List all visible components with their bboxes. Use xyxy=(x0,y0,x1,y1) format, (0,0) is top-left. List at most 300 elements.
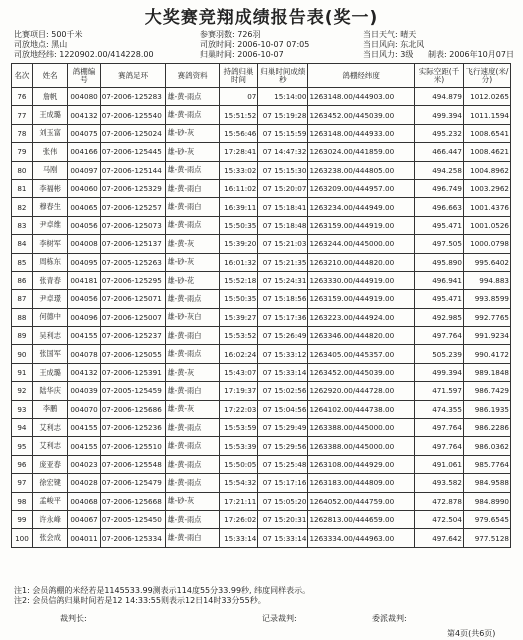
cell-loft-coords: 1263210.00/444820.00 xyxy=(308,253,414,271)
table-row xyxy=(12,216,511,234)
cell-loft-id: 004155 xyxy=(68,327,100,345)
cell-arrival-time: 07 15:20:07 xyxy=(258,179,308,197)
cell-bird-info: 雄-黄-灰 xyxy=(166,363,219,381)
cell-loft-coords: 1263159.00/444919.00 xyxy=(308,216,414,234)
cell-distance: 497.505 xyxy=(414,235,463,253)
cell-distance: 494.879 xyxy=(414,88,463,106)
cell-name: 艾利志 xyxy=(32,419,67,437)
cell-rank: 90 xyxy=(12,345,33,363)
cell-bird-info: 雄-黄-雨白 xyxy=(166,327,219,345)
cell-arrival-time: 07 15:17:16 xyxy=(258,474,308,492)
cell-bird-info: 雄-黄-雨点 xyxy=(166,419,219,437)
cell-clock-time: 16:11:02 xyxy=(219,179,258,197)
info-race-item: 比赛项目: 500千米 xyxy=(14,30,83,39)
cell-loft-id: 004008 xyxy=(68,235,100,253)
cell-ring: 07-2006-125329 xyxy=(100,179,166,197)
cell-loft-id: 004065 xyxy=(68,198,100,216)
cell-name: 周栋东 xyxy=(32,253,67,271)
cell-bird-info: 雄-黄-雨点 xyxy=(166,345,219,363)
cell-loft-id: 004080 xyxy=(68,88,100,106)
cell-rank: 81 xyxy=(12,179,33,197)
cell-rank: 100 xyxy=(12,529,33,547)
cell-ring: 07-2006-125334 xyxy=(100,529,166,547)
page-number: 第4页(共6页) xyxy=(447,629,496,638)
cell-distance: 491.061 xyxy=(414,455,463,473)
cell-distance: 466.447 xyxy=(414,143,463,161)
table-row xyxy=(12,474,511,492)
cell-distance: 497.642 xyxy=(414,529,463,547)
cell-rank: 80 xyxy=(12,161,33,179)
cell-loft-coords: 1263452.00/445039.00 xyxy=(308,363,414,381)
cell-loft-id: 004011 xyxy=(68,529,100,547)
cell-speed: 1001.4376 xyxy=(463,198,510,216)
cell-loft-id: 004070 xyxy=(68,400,100,418)
cell-loft-coords: 1263334.00/444963.00 xyxy=(308,529,414,547)
cell-name: 庞亚春 xyxy=(32,455,67,473)
cell-distance: 494.258 xyxy=(414,161,463,179)
table-row xyxy=(12,529,511,547)
cell-bird-info: 雄-砂-花 xyxy=(166,271,219,289)
cell-bird-info: 雄-黄-灰 xyxy=(166,400,219,418)
cell-distance: 495.890 xyxy=(414,253,463,271)
cell-distance: 496.749 xyxy=(414,179,463,197)
table-row xyxy=(12,179,511,197)
cell-arrival-time: 07 15:18:56 xyxy=(258,290,308,308)
cell-name: 尹卓维 xyxy=(32,216,67,234)
cell-speed: 1001.0526 xyxy=(463,216,510,234)
cell-loft-id: 004075 xyxy=(68,124,100,142)
header-rank: 名次 xyxy=(12,64,33,88)
cell-rank: 78 xyxy=(12,124,33,142)
cell-ring: 07-2006-125144 xyxy=(100,161,166,179)
cell-ring: 07-2006-125479 xyxy=(100,474,166,492)
cell-arrival-time: 07 15:29:49 xyxy=(258,419,308,437)
header-loft-coords: 鸽棚经纬度 xyxy=(308,64,414,88)
cell-name: 何德中 xyxy=(32,308,67,326)
cell-loft-coords: 1263244.00/445000.00 xyxy=(308,235,414,253)
cell-loft-coords: 1263388.00/445000.00 xyxy=(308,419,414,437)
info-col-3 xyxy=(363,30,424,60)
cell-bird-info: 雄-黄-雨点 xyxy=(166,290,219,308)
cell-speed: 986.2286 xyxy=(463,419,510,437)
table-row xyxy=(12,492,511,510)
cell-speed: 1003.2962 xyxy=(463,179,510,197)
cell-name: 徐宏键 xyxy=(32,474,67,492)
cell-arrival-time: 07 15:24:31 xyxy=(258,271,308,289)
cell-clock-time: 07 xyxy=(219,88,258,106)
cell-loft-coords: 1264052.00/444759.00 xyxy=(308,492,414,510)
referee-label: 裁判长: xyxy=(60,614,87,623)
cell-clock-time: 15:53:59 xyxy=(219,419,258,437)
cell-name: 孟峻平 xyxy=(32,492,67,510)
cell-loft-coords: 1263452.00/445039.00 xyxy=(308,106,414,124)
cell-clock-time: 15:50:05 xyxy=(219,455,258,473)
cell-bird-info: 雄-砂-灰 xyxy=(166,124,219,142)
cell-loft-id: 004095 xyxy=(68,253,100,271)
cell-bird-info: 雄-黄-雨点 xyxy=(166,437,219,455)
cell-speed: 1008.4621 xyxy=(463,143,510,161)
results-table xyxy=(11,63,511,548)
header-loft-id: 鸽棚编号 xyxy=(68,64,100,88)
cell-loft-coords: 1263346.00/444820.00 xyxy=(308,327,414,345)
cell-bird-info: 雄-黄-雨白 xyxy=(166,529,219,547)
cell-speed: 986.1935 xyxy=(463,400,510,418)
cell-distance: 497.764 xyxy=(414,437,463,455)
cell-speed: 979.6545 xyxy=(463,510,510,528)
cell-clock-time: 15:56:46 xyxy=(219,124,258,142)
cell-name: 王成璐 xyxy=(32,363,67,381)
info-wind-direction: 当日风向: 东北风 xyxy=(363,40,425,49)
cell-name: 张伟 xyxy=(32,143,67,161)
cell-bird-info: 雄-砂-灰 xyxy=(166,143,219,161)
cell-clock-time: 17:28:41 xyxy=(219,143,258,161)
cell-bird-info: 雄-砂-灰白 xyxy=(166,308,219,326)
cell-loft-coords: 1263238.00/444805.00 xyxy=(308,161,414,179)
info-return-time: 归巢时间: 2006-10-07 xyxy=(200,50,284,59)
cell-arrival-time: 07 15:17:36 xyxy=(258,308,308,326)
table-row xyxy=(12,455,511,473)
cell-arrival-time: 15:14:00 xyxy=(258,88,308,106)
cell-arrival-time: 07 15:33:14 xyxy=(258,529,308,547)
table-row xyxy=(12,235,511,253)
table-row xyxy=(12,88,511,106)
cell-speed: 989.1848 xyxy=(463,363,510,381)
cell-loft-id: 004078 xyxy=(68,345,100,363)
cell-distance: 497.764 xyxy=(414,419,463,437)
cell-bird-info: 雄-黄-雨白 xyxy=(166,198,219,216)
cell-bird-info: 雄-黄-雨点 xyxy=(166,106,219,124)
cell-distance: 496.941 xyxy=(414,271,463,289)
table-row xyxy=(12,161,511,179)
info-col-1 xyxy=(14,30,154,60)
cell-loft-id: 004060 xyxy=(68,179,100,197)
cell-arrival-time: 07 15:19:28 xyxy=(258,106,308,124)
cell-loft-coords: 1264102.00/444738.00 xyxy=(308,400,414,418)
cell-loft-id: 004068 xyxy=(68,492,100,510)
cell-name: 陆华庆 xyxy=(32,382,67,400)
cell-arrival-time: 07 15:21:35 xyxy=(258,253,308,271)
cell-bird-info: 雄-黄-灰 xyxy=(166,235,219,253)
cell-arrival-time: 07 15:05:20 xyxy=(258,492,308,510)
info-weather: 当日天气: 晴天 xyxy=(363,30,417,39)
cell-speed: 977.5128 xyxy=(463,529,510,547)
cell-ring: 07-2006-125391 xyxy=(100,363,166,381)
cell-name: 李鹏 xyxy=(32,400,67,418)
cell-name: 吴利志 xyxy=(32,327,67,345)
cell-bird-info: 雄-黄-雨点 xyxy=(166,474,219,492)
info-release-coords: 司放地经纬: 1220902.00/414228.00 xyxy=(14,50,154,59)
cell-bird-info: 雄-砂-灰 xyxy=(166,253,219,271)
cell-clock-time: 16:39:11 xyxy=(219,198,258,216)
cell-rank: 84 xyxy=(12,235,33,253)
cell-loft-id: 004155 xyxy=(68,437,100,455)
cell-clock-time: 15:53:52 xyxy=(219,327,258,345)
cell-clock-time: 17:22:03 xyxy=(219,400,258,418)
cell-arrival-time: 07 15:33:14 xyxy=(258,363,308,381)
table-row xyxy=(12,327,511,345)
cell-bird-info: 雄-黄-雨白 xyxy=(166,382,219,400)
cell-loft-coords: 1263024.00/441859.00 xyxy=(308,143,414,161)
cell-name: 李树军 xyxy=(32,235,67,253)
cell-loft-coords: 1263209.00/444957.00 xyxy=(308,179,414,197)
cell-clock-time: 15:50:35 xyxy=(219,290,258,308)
cell-loft-coords: 1263148.00/444933.00 xyxy=(308,124,414,142)
cell-arrival-time: 07 15:15:30 xyxy=(258,161,308,179)
cell-name: 马刚 xyxy=(32,161,67,179)
cell-arrival-time: 07 15:02:56 xyxy=(258,382,308,400)
cell-arrival-time: 07 15:15:59 xyxy=(258,124,308,142)
header-clock-time: 持鸽归巢时间 xyxy=(219,64,258,88)
info-release-location: 司放地点: 黑山 xyxy=(14,40,68,49)
cell-speed: 986.0362 xyxy=(463,437,510,455)
cell-distance: 499.394 xyxy=(414,363,463,381)
cell-clock-time: 15:52:18 xyxy=(219,271,258,289)
cell-distance: 472.504 xyxy=(414,510,463,528)
note-2: 注2: 会员信鸽归巢时间若是12 14:33:55则表示12日14时33分55秒。 xyxy=(14,596,266,605)
cell-rank: 79 xyxy=(12,143,33,161)
cell-arrival-time: 07 15:33:12 xyxy=(258,345,308,363)
cell-ring: 07-2006-125295 xyxy=(100,271,166,289)
cell-distance: 496.663 xyxy=(414,198,463,216)
header-name: 姓名 xyxy=(32,64,67,88)
table-row xyxy=(12,419,511,437)
cell-rank: 97 xyxy=(12,474,33,492)
cell-loft-id: 004155 xyxy=(68,419,100,437)
cell-arrival-time: 07 15:21:03 xyxy=(258,235,308,253)
cell-loft-id: 004023 xyxy=(68,455,100,473)
cell-bird-info: 雄-黄-雨点 xyxy=(166,510,219,528)
cell-rank: 88 xyxy=(12,308,33,326)
table-row xyxy=(12,437,511,455)
cell-loft-id: 004028 xyxy=(68,474,100,492)
cell-speed: 984.8990 xyxy=(463,492,510,510)
cell-name: 艾利志 xyxy=(32,437,67,455)
cell-clock-time: 15:50:35 xyxy=(219,216,258,234)
cell-bird-info: 雄-砂-灰 xyxy=(166,492,219,510)
cell-ring: 07-2006-125137 xyxy=(100,235,166,253)
cell-rank: 96 xyxy=(12,455,33,473)
cell-loft-coords: 1263223.00/444924.00 xyxy=(308,308,414,326)
cell-ring: 07-2006-125548 xyxy=(100,455,166,473)
cell-name: 张国军 xyxy=(32,345,67,363)
table-row xyxy=(12,382,511,400)
cell-arrival-time: 07 15:25:48 xyxy=(258,455,308,473)
cell-rank: 94 xyxy=(12,419,33,437)
cell-clock-time: 15:53:39 xyxy=(219,437,258,455)
cell-ring: 07-2006-125686 xyxy=(100,400,166,418)
cell-speed: 1000.0798 xyxy=(463,235,510,253)
cell-arrival-time: 07 15:18:41 xyxy=(258,198,308,216)
header-speed: 飞行速度(米/分) xyxy=(463,64,510,88)
cell-speed: 1004.8962 xyxy=(463,161,510,179)
cell-ring: 07-2006-125540 xyxy=(100,106,166,124)
cell-rank: 77 xyxy=(12,106,33,124)
cell-ring: 07-2006-125071 xyxy=(100,290,166,308)
header-ring: 赛鸽足环 xyxy=(100,64,166,88)
cell-clock-time: 15:39:20 xyxy=(219,235,258,253)
cell-arrival-time: 07 15:04:56 xyxy=(258,400,308,418)
cell-loft-id: 004166 xyxy=(68,143,100,161)
table-row xyxy=(12,290,511,308)
cell-speed: 993.8599 xyxy=(463,290,510,308)
cell-name: 尹卓璟 xyxy=(32,290,67,308)
cell-distance: 495.471 xyxy=(414,216,463,234)
cell-clock-time: 15:51:52 xyxy=(219,106,258,124)
cell-name: 王成璐 xyxy=(32,106,67,124)
cell-loft-id: 004097 xyxy=(68,161,100,179)
table-row xyxy=(12,143,511,161)
recorder-label: 记录裁判: xyxy=(262,614,297,623)
cell-ring: 07-2005-125459 xyxy=(100,382,166,400)
cell-arrival-time: 07 15:20:31 xyxy=(258,510,308,528)
cell-speed: 992.7765 xyxy=(463,308,510,326)
cell-rank: 83 xyxy=(12,216,33,234)
cell-name: 穆春生 xyxy=(32,198,67,216)
cell-distance: 492.985 xyxy=(414,308,463,326)
cell-clock-time: 15:54:32 xyxy=(219,474,258,492)
cell-clock-time: 17:21:11 xyxy=(219,492,258,510)
table-row xyxy=(12,400,511,418)
cell-bird-info: 雄-黄-雨白 xyxy=(166,179,219,197)
cell-ring: 07-2006-125510 xyxy=(100,437,166,455)
cell-rank: 99 xyxy=(12,510,33,528)
cell-speed: 1012.0265 xyxy=(463,88,510,106)
cell-speed: 994.883 xyxy=(463,271,510,289)
cell-clock-time: 15:33:14 xyxy=(219,529,258,547)
cell-clock-time: 17:26:02 xyxy=(219,510,258,528)
cell-ring: 07-2006-125024 xyxy=(100,124,166,142)
table-row xyxy=(12,363,511,381)
cell-distance: 471.597 xyxy=(414,382,463,400)
cell-ring: 07-2006-125257 xyxy=(100,198,166,216)
table-row xyxy=(12,271,511,289)
cell-clock-time: 16:01:32 xyxy=(219,253,258,271)
cell-loft-coords: 1263405.00/445357.00 xyxy=(308,345,414,363)
cell-rank: 86 xyxy=(12,271,33,289)
table-row xyxy=(12,345,511,363)
report-title: 大奖赛竞翔成绩报告表(奖一) xyxy=(144,8,379,28)
cell-ring: 07-2006-125668 xyxy=(100,492,166,510)
info-entries: 参赛羽数: 726羽 xyxy=(200,30,261,39)
cell-distance: 497.764 xyxy=(414,327,463,345)
cell-speed: 985.7764 xyxy=(463,455,510,473)
cell-loft-id: 004132 xyxy=(68,106,100,124)
cell-ring: 07-2005-125263 xyxy=(100,253,166,271)
table-row xyxy=(12,308,511,326)
cell-distance: 495.471 xyxy=(414,290,463,308)
cell-speed: 1011.1594 xyxy=(463,106,510,124)
cell-rank: 82 xyxy=(12,198,33,216)
cell-rank: 89 xyxy=(12,327,33,345)
cell-loft-coords: 1263108.00/444929.00 xyxy=(308,455,414,473)
table-header-row xyxy=(12,64,511,88)
cell-ring: 07-2006-125055 xyxy=(100,345,166,363)
cell-distance: 493.582 xyxy=(414,474,463,492)
header-distance: 实际空距(千米) xyxy=(414,64,463,88)
cell-ring: 07-2006-125236 xyxy=(100,419,166,437)
cell-speed: 995.6402 xyxy=(463,253,510,271)
cell-distance: 505.239 xyxy=(414,345,463,363)
cell-loft-id: 004067 xyxy=(68,510,100,528)
cell-ring: 07-2006-125007 xyxy=(100,308,166,326)
cell-loft-coords: 1262920.00/444728.00 xyxy=(308,382,414,400)
cell-distance: 495.232 xyxy=(414,124,463,142)
cell-ring: 07-2006-125445 xyxy=(100,143,166,161)
cell-loft-id: 004132 xyxy=(68,363,100,381)
cell-rank: 98 xyxy=(12,492,33,510)
cell-ring: 07-2005-125450 xyxy=(100,510,166,528)
cell-clock-time: 15:33:02 xyxy=(219,161,258,179)
header-arrival-time: 归巢时间成绩秒 xyxy=(258,64,308,88)
table-row xyxy=(12,106,511,124)
info-date: 制表: 2006年10月07日 xyxy=(428,50,514,59)
cell-loft-id: 004056 xyxy=(68,216,100,234)
cell-name: 李福彬 xyxy=(32,179,67,197)
cell-speed: 1008.6541 xyxy=(463,124,510,142)
cell-rank: 95 xyxy=(12,437,33,455)
cell-loft-coords: 1263159.00/444919.00 xyxy=(308,290,414,308)
note-1: 注1: 会员鸽棚的米经若是1145533.99测表示114度55分33.99秒, 纬度同样表示。 xyxy=(14,586,311,595)
cell-loft-coords: 1262813.00/444659.00 xyxy=(308,510,414,528)
cell-speed: 984.9588 xyxy=(463,474,510,492)
cell-loft-id: 004039 xyxy=(68,382,100,400)
supervisor-label: 委派裁判: xyxy=(372,614,407,623)
cell-bird-info: 雄-黄-雨点 xyxy=(166,216,219,234)
cell-ring: 07-2006-125283 xyxy=(100,88,166,106)
cell-loft-coords: 1263388.00/445000.00 xyxy=(308,437,414,455)
info-wind-force: 当日风力: 3级 xyxy=(363,50,414,59)
table-row xyxy=(12,510,511,528)
cell-loft-coords: 1263183.00/444809.00 xyxy=(308,474,414,492)
cell-speed: 990.4172 xyxy=(463,345,510,363)
cell-loft-coords: 1263234.00/444949.00 xyxy=(308,198,414,216)
cell-clock-time: 15:43:07 xyxy=(219,363,258,381)
cell-speed: 991.9234 xyxy=(463,327,510,345)
cell-name: 詹帆 xyxy=(32,88,67,106)
cell-loft-id: 004096 xyxy=(68,308,100,326)
table-row xyxy=(12,124,511,142)
cell-name: 张会成 xyxy=(32,529,67,547)
cell-loft-id: 004056 xyxy=(68,290,100,308)
cell-rank: 87 xyxy=(12,290,33,308)
cell-clock-time: 17:19:37 xyxy=(219,382,258,400)
cell-loft-coords: 1263148.00/444903.00 xyxy=(308,88,414,106)
table-row xyxy=(12,198,511,216)
cell-loft-id: 004181 xyxy=(68,271,100,289)
cell-name: 刘玉富 xyxy=(32,124,67,142)
cell-bird-info: 雄-黄-雨点 xyxy=(166,88,219,106)
cell-bird-info: 雄-黄-雨点 xyxy=(166,455,219,473)
cell-bird-info: 雄-黄-雨点 xyxy=(166,161,219,179)
cell-name: 张青春 xyxy=(32,271,67,289)
cell-rank: 93 xyxy=(12,400,33,418)
cell-ring: 07-2006-125073 xyxy=(100,216,166,234)
cell-distance: 474.355 xyxy=(414,400,463,418)
cell-loft-coords: 1263330.00/444919.00 xyxy=(308,271,414,289)
cell-clock-time: 15:39:27 xyxy=(219,308,258,326)
cell-arrival-time: 07 15:29:56 xyxy=(258,437,308,455)
info-release-time: 司放时间: 2006-10-07 07:05 xyxy=(200,40,310,49)
cell-rank: 85 xyxy=(12,253,33,271)
info-col-2 xyxy=(200,30,309,60)
cell-distance: 472.878 xyxy=(414,492,463,510)
cell-arrival-time: 07 15:26:49 xyxy=(258,327,308,345)
cell-arrival-time: 07 15:18:48 xyxy=(258,216,308,234)
header-bird-info: 赛鸽资料 xyxy=(166,64,219,88)
cell-arrival-time: 07 14:47:32 xyxy=(258,143,308,161)
cell-rank: 92 xyxy=(12,382,33,400)
cell-rank: 91 xyxy=(12,363,33,381)
